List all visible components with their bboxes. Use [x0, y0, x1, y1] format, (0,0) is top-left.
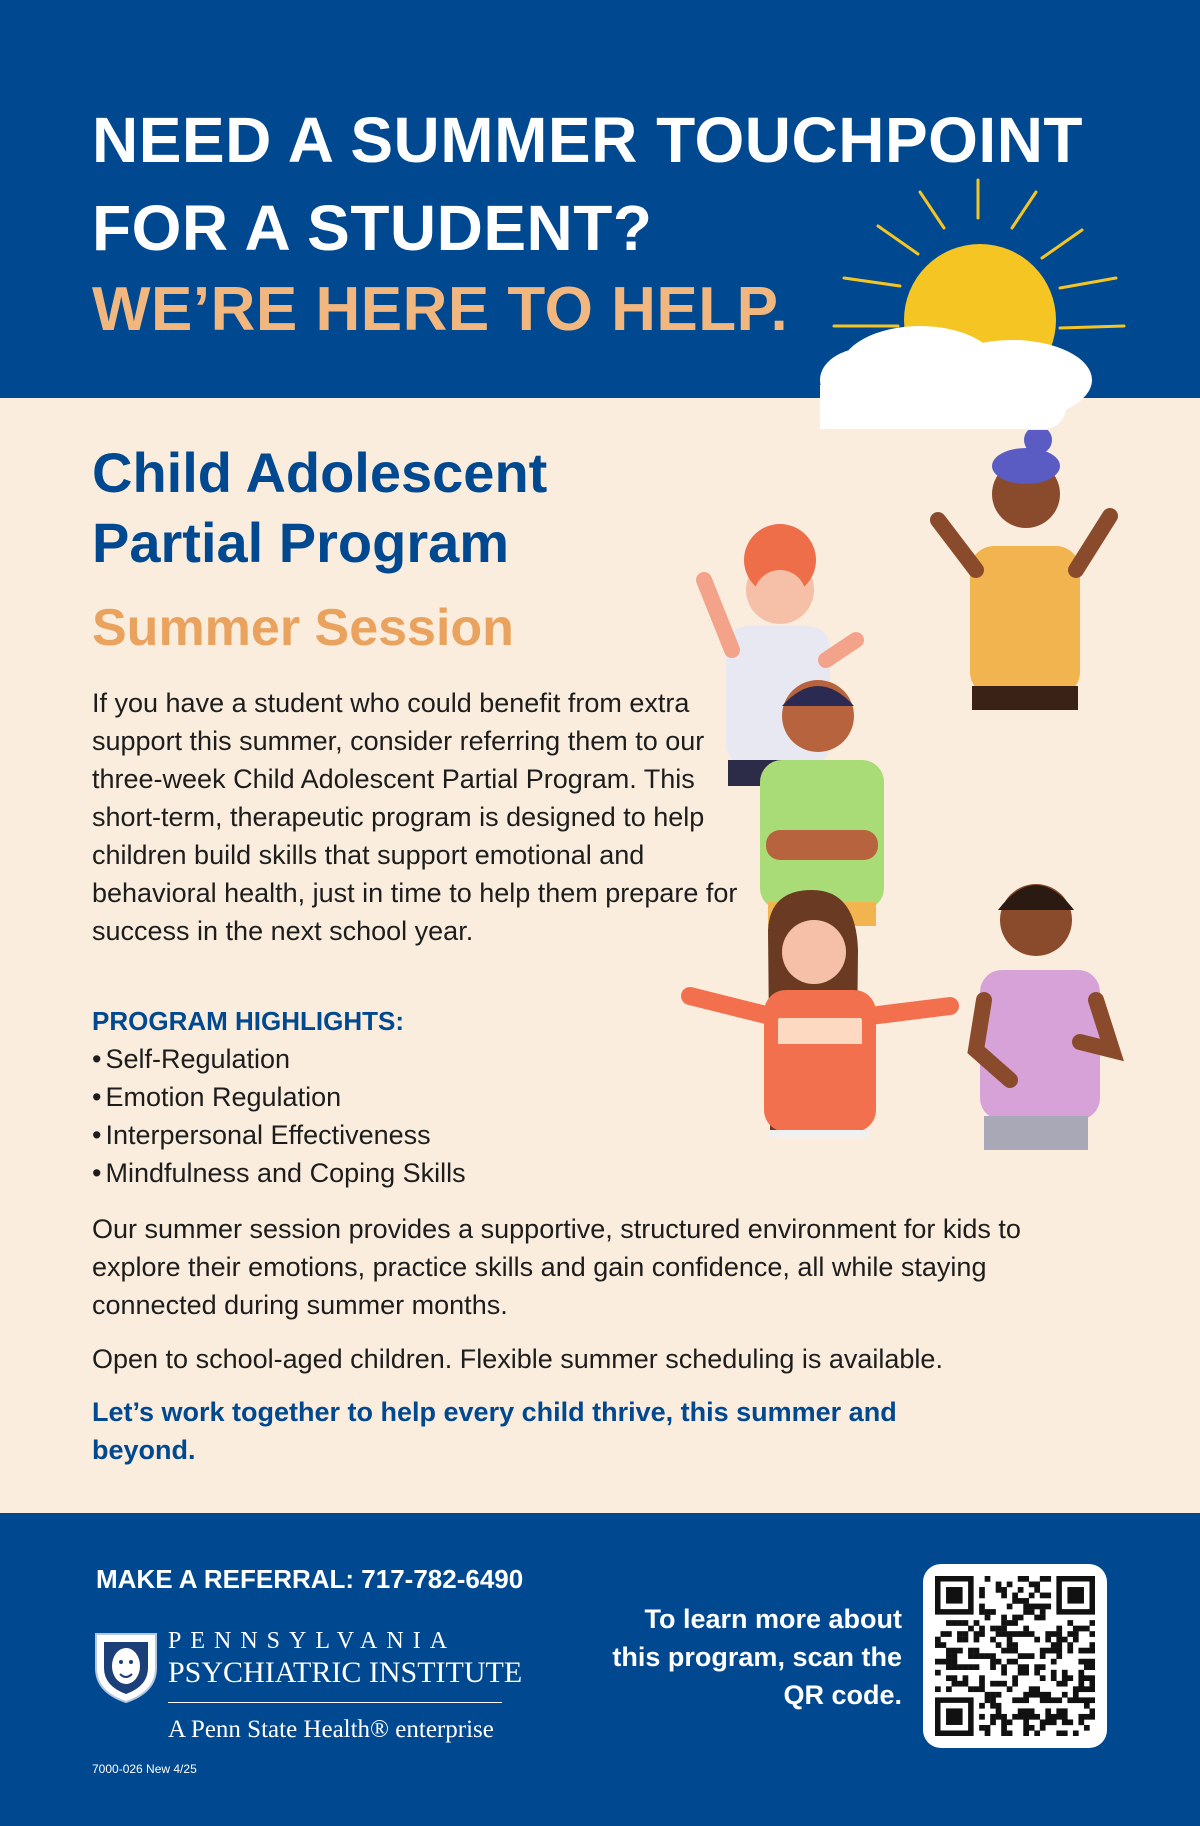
headline-line1: NEED A SUMMER TOUCHPOINT: [92, 104, 1083, 176]
list-item: • Mindfulness and Coping Skills: [92, 1154, 466, 1192]
learn-more-text: To learn more about this program, scan the QR code.: [612, 1604, 902, 1710]
list-item: • Self-Regulation: [92, 1040, 466, 1078]
child-orange-sweater-icon: [690, 890, 950, 1138]
list-item: • Emotion Regulation: [92, 1078, 466, 1116]
qr-code[interactable]: [923, 1564, 1107, 1748]
program-title-line2: Partial Program: [92, 511, 510, 574]
highlights-list: [92, 1040, 466, 1192]
session-title: Summer Session: [92, 599, 514, 657]
program-title-line1: Child Adolescent: [92, 441, 548, 504]
environment-paragraph: Our summer session provides a supportive, structured environment for kids to explore their emotions, practice skills and gain confidence, all while staying connected during summer months.: [92, 1214, 1021, 1320]
logo-name-line2: PSYCHIATRIC INSTITUTE: [168, 1656, 523, 1689]
referral-phone: MAKE A REFERRAL: 717-782-6490: [96, 1564, 524, 1594]
tagline: WE’RE HERE TO HELP.: [92, 275, 789, 344]
highlights-heading: PROGRAM HIGHLIGHTS:: [92, 1006, 404, 1036]
headline-line2: FOR A STUDENT?: [92, 192, 653, 264]
program-title: [92, 438, 712, 578]
call-to-action: Let’s work together to help every child thrive, this summer and beyond.: [92, 1397, 897, 1465]
logo-subline: A Penn State Health® enterprise: [168, 1716, 494, 1743]
child-purple-shirt-icon: [976, 884, 1112, 1150]
children-illustration: [680, 430, 1160, 1170]
list-item: • Interpersonal Effectiveness: [92, 1116, 466, 1154]
qr-code-icon: [935, 1576, 1095, 1736]
sun-cloud-illustration: [820, 170, 1140, 430]
logo-name-line1: PENNSYLVANIA: [168, 1628, 457, 1654]
eligibility-paragraph: Open to school-aged children. Flexible summer scheduling is available.: [92, 1344, 943, 1374]
intro-paragraph: If you have a student who could benefit from extra support this summer, consider referring them to our three-week Child Adolescent Partial Program. This short-term, therapeutic program is designed to help children build skills that support emotional and behavioral health, just in time to help them prepare for success in the next school year.: [92, 688, 738, 946]
child-yellow-shirt-icon: [938, 430, 1110, 710]
nittany-lion-shield-icon: [92, 1628, 160, 1704]
ppi-logo: [92, 1624, 532, 1744]
form-code: 7000-026 New 4/25: [92, 1762, 197, 1776]
logo-divider: [168, 1702, 502, 1703]
